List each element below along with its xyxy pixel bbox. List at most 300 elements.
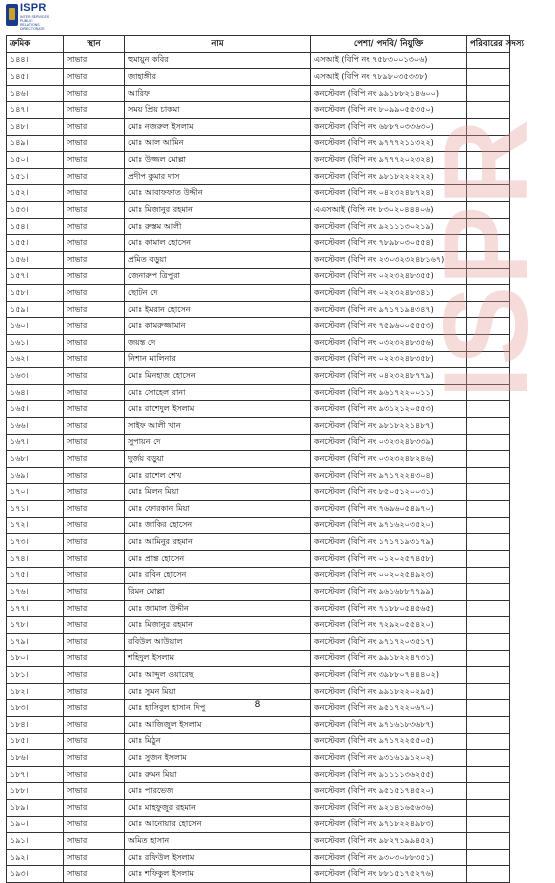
cell-name: জয়ন্ত দে bbox=[125, 334, 311, 351]
cell-place: সাভার bbox=[64, 716, 125, 733]
cell-serial: ১৬৭। bbox=[7, 434, 64, 451]
cell-serial: ১৯২। bbox=[7, 849, 64, 866]
cell-rank: কনস্টেবল (বিপি নং ৭৬৯৬০৫৪৯৭০) bbox=[311, 501, 467, 518]
cell-family bbox=[467, 418, 510, 435]
cell-rank: কনস্টেবল (বিপি নং ০২২৩২৪৮৩৫৫) bbox=[311, 268, 467, 285]
table-row bbox=[7, 783, 510, 800]
table-row bbox=[7, 584, 510, 601]
cell-place: সাভার bbox=[64, 351, 125, 368]
table-row bbox=[7, 866, 510, 883]
cell-place: সাভার bbox=[64, 135, 125, 152]
cell-place: সাভার bbox=[64, 700, 125, 717]
cell-rank: কনস্টেবল (বিপি নং ৯৯১৮২২৪৭৩১) bbox=[311, 650, 467, 667]
cell-rank: কনস্টেবল (বিপি নং ০০২০২৫৪৯২৩) bbox=[311, 567, 467, 584]
cell-place: সাভার bbox=[64, 235, 125, 252]
cell-name: আরিফ bbox=[125, 85, 311, 102]
cell-place: সাভার bbox=[64, 301, 125, 318]
table-row bbox=[7, 251, 510, 268]
cell-name: মোঃ মিনহাজ হোসেন bbox=[125, 368, 311, 385]
cell-rank: কনস্টেবল (বিপি নং ০২২৩২৪৮৩৪১) bbox=[311, 285, 467, 302]
table-row bbox=[7, 202, 510, 219]
cell-place: সাভার bbox=[64, 816, 125, 833]
cell-rank: কনস্টেবল (বিপি নং ৮০৯৯০৫৫৩৫০) bbox=[311, 102, 467, 119]
table-row bbox=[7, 268, 510, 285]
cell-family bbox=[467, 733, 510, 750]
cell-family bbox=[467, 235, 510, 252]
cell-serial: ১৭২। bbox=[7, 517, 64, 534]
cell-family bbox=[467, 584, 510, 601]
cell-family bbox=[467, 202, 510, 219]
cell-serial: ১৫১। bbox=[7, 168, 64, 185]
cell-serial: ১৪৮। bbox=[7, 119, 64, 136]
cell-name: মোঃ আল আমিন bbox=[125, 135, 311, 152]
cell-rank: কনস্টেবল (বিপি নং ৯৬১৬৮৮৭৭৯৯) bbox=[311, 584, 467, 601]
table-row bbox=[7, 418, 510, 435]
cell-place: সাভার bbox=[64, 202, 125, 219]
cell-name: মোঃ শফিকুল ইসলাম bbox=[125, 866, 311, 883]
cell-place: সাভার bbox=[64, 168, 125, 185]
cell-rank: কনস্টেবল (বিপি নং ৯৭১৮২২৪৯৮৩) bbox=[311, 816, 467, 833]
cell-rank: কনস্টেবল (বিপি নং ৭১৮৮০৫৪৫৬৫) bbox=[311, 600, 467, 617]
cell-serial: ১৪৬। bbox=[7, 85, 64, 102]
cell-rank: এসআই (বিপি নং ৭৫৮৩০০১৩০৬) bbox=[311, 52, 467, 69]
cell-serial: ১৫৭। bbox=[7, 268, 64, 285]
cell-rank: কনস্টেবল (বিপি নং ১৭১৭১৯৩১৭৯) bbox=[311, 534, 467, 551]
cell-family bbox=[467, 318, 510, 335]
cell-place: সাভার bbox=[64, 152, 125, 169]
cell-name: মোঃ আবাফফাত উদ্দীন bbox=[125, 185, 311, 202]
cell-name: দুর্জয় বড়ুয়া bbox=[125, 451, 311, 468]
cell-family bbox=[467, 434, 510, 451]
cell-family bbox=[467, 135, 510, 152]
table-row bbox=[7, 285, 510, 302]
table-row bbox=[7, 849, 510, 866]
table-row bbox=[7, 517, 510, 534]
cell-family bbox=[467, 102, 510, 119]
cell-place: সাভার bbox=[64, 285, 125, 302]
table-row bbox=[7, 534, 510, 551]
table-row bbox=[7, 750, 510, 767]
cell-rank: কনস্টেবল (বিপি নং ৯৯১৮২২০২৯৫) bbox=[311, 683, 467, 700]
cell-family bbox=[467, 667, 510, 684]
cell-serial: ১৫৬। bbox=[7, 251, 64, 268]
cell-place: সাভার bbox=[64, 667, 125, 684]
cell-family bbox=[467, 633, 510, 650]
table-row bbox=[7, 733, 510, 750]
cell-place: সাভার bbox=[64, 318, 125, 335]
cell-rank: কনস্টেবল (বিপি নং ৯৩০৩০৮৮৩৫১) bbox=[311, 849, 467, 866]
cell-serial: ১৬৫। bbox=[7, 401, 64, 418]
cell-serial: ১৭৮। bbox=[7, 617, 64, 634]
cell-place: সাভার bbox=[64, 418, 125, 435]
cell-name: মোঃ আজিজুল ইসলাম bbox=[125, 716, 311, 733]
cell-rank: কনস্টেবল (বিপি নং ৮৮১৫১৭৫২৭৬) bbox=[311, 866, 467, 883]
cell-place: সাভার bbox=[64, 334, 125, 351]
cell-name: জেনারুপ ত্রিপুরা bbox=[125, 268, 311, 285]
cell-place: সাভার bbox=[64, 484, 125, 501]
table-row bbox=[7, 434, 510, 451]
cell-rank: কনস্টেবল (বিপি নং ০২২৩২৪৮৩৫৮) bbox=[311, 351, 467, 368]
table-row bbox=[7, 119, 510, 136]
cell-name: নিশান মালিনার bbox=[125, 351, 311, 368]
cell-family bbox=[467, 484, 510, 501]
cell-rank: কনস্টেবল (বিপি নং ৯৮২৭১৯৯৪৫২) bbox=[311, 833, 467, 850]
cell-place: সাভার bbox=[64, 750, 125, 767]
table-row bbox=[7, 617, 510, 634]
cell-place: সাভার bbox=[64, 650, 125, 667]
roster-table bbox=[6, 35, 524, 883]
cell-name: মোঃ নজরুল ইসলাম bbox=[125, 119, 311, 136]
cell-rank: কনস্টেবল (বিপি নং ৭৮৯৮০৩০৫৫৪) bbox=[311, 235, 467, 252]
cell-serial: ১৬৪। bbox=[7, 384, 64, 401]
cell-place: সাভার bbox=[64, 52, 125, 69]
cell-rank: কনস্টেবল (বিপি নং ৯২১৪১৬৫৬৩৬) bbox=[311, 800, 467, 817]
cell-family bbox=[467, 168, 510, 185]
cell-rank: কনস্টেবল (বিপি নং ৯৮১৮২২২২২২) bbox=[311, 168, 467, 185]
cell-rank: কনস্টেবল (বিপি নং ৯৩১২১২০৫৫৩) bbox=[311, 401, 467, 418]
table-row bbox=[7, 185, 510, 202]
cell-place: সাভার bbox=[64, 567, 125, 584]
table-row bbox=[7, 318, 510, 335]
table-row bbox=[7, 833, 510, 850]
table-row bbox=[7, 85, 510, 102]
cell-name: প্রদীপ কুমার দাস bbox=[125, 168, 311, 185]
header-family: পরিবারের সদস্য bbox=[467, 36, 510, 53]
cell-family bbox=[467, 550, 510, 567]
cell-serial: ১৮৭। bbox=[7, 766, 64, 783]
header-serial: ক্রমিক bbox=[7, 36, 64, 53]
cell-place: সাভার bbox=[64, 534, 125, 551]
cell-serial: ১৮৩। bbox=[7, 700, 64, 717]
cell-family bbox=[467, 716, 510, 733]
cell-name: রবিউল আউয়াল bbox=[125, 633, 311, 650]
cell-place: সাভার bbox=[64, 501, 125, 518]
table-row bbox=[7, 600, 510, 617]
cell-rank: কনস্টেবল (বিপি নং ৯৭৭৭২১১৩২২) bbox=[311, 135, 467, 152]
cell-serial: ১৯০। bbox=[7, 816, 64, 833]
cell-serial: ১৭১। bbox=[7, 501, 64, 518]
cell-place: সাভার bbox=[64, 268, 125, 285]
cell-place: সাভার bbox=[64, 102, 125, 119]
ispr-logo bbox=[6, 2, 52, 32]
cell-name: মোঃ রুমন মিয়া bbox=[125, 766, 311, 783]
cell-rank: কনস্টেবল (বিপি নং ৯৭১৭২০৩৫১৭) bbox=[311, 633, 467, 650]
cell-rank: কনস্টেবল (বিপি নং ০৩২৩২৪৮২৪৬) bbox=[311, 451, 467, 468]
cell-rank: কনস্টেবল (বিপি নং ৯২১১১৩০২১৯) bbox=[311, 218, 467, 235]
cell-name: মোঃ ফোরকান মিয়া bbox=[125, 501, 311, 518]
cell-family bbox=[467, 52, 510, 69]
cell-serial: ১৬১। bbox=[7, 334, 64, 351]
cell-place: সাভার bbox=[64, 833, 125, 850]
logo-subtitle: INTER SERVICES PUBLIC RELATIONS DIRECTORATE bbox=[20, 15, 50, 31]
cell-rank: কনস্টেবল (বিপি নং ৯৮১৮২২১৪৮৭) bbox=[311, 418, 467, 435]
cell-serial: ১৫৫। bbox=[7, 235, 64, 252]
cell-name: হুমায়ুন কবির bbox=[125, 52, 311, 69]
cell-place: সাভার bbox=[64, 600, 125, 617]
cell-family bbox=[467, 833, 510, 850]
table-row bbox=[7, 218, 510, 235]
cell-serial: ১৮৪। bbox=[7, 716, 64, 733]
cell-family bbox=[467, 301, 510, 318]
table-row bbox=[7, 716, 510, 733]
cell-name: মোঃ রুস্তম আলী bbox=[125, 218, 311, 235]
cell-rank: কনস্টেবল (বিপি নং ৩৯৮৮০৭৪৪৪০২) bbox=[311, 667, 467, 684]
table-row bbox=[7, 816, 510, 833]
cell-serial: ১৬৩। bbox=[7, 368, 64, 385]
cell-serial: ১৬৯। bbox=[7, 467, 64, 484]
table-row bbox=[7, 683, 510, 700]
cell-rank: এসআই (বিপি নং ৭৮৯৮০৩৫৩৩৮) bbox=[311, 69, 467, 86]
table-row bbox=[7, 135, 510, 152]
cell-serial: ১৪৯। bbox=[7, 135, 64, 152]
page-number: 8 bbox=[254, 700, 261, 710]
cell-rank: এএসআই (বিপি নং ৮৩০২০৪৪৪০৬) bbox=[311, 202, 467, 219]
cell-name: মোঃ কামরুজ্জামান bbox=[125, 318, 311, 335]
cell-name: অমিত হাসান bbox=[125, 833, 311, 850]
cell-serial: ১৭৭। bbox=[7, 600, 64, 617]
table-row bbox=[7, 567, 510, 584]
cell-place: সাভার bbox=[64, 467, 125, 484]
cell-serial: ১৫৪। bbox=[7, 218, 64, 235]
cell-family bbox=[467, 268, 510, 285]
cell-name: মোঃ মিজানুর রহমান bbox=[125, 202, 311, 219]
cell-place: সাভার bbox=[64, 866, 125, 883]
cell-family bbox=[467, 683, 510, 700]
cell-name: মোঃ কামাল হোসেন bbox=[125, 235, 311, 252]
cell-place: সাভার bbox=[64, 218, 125, 235]
cell-family bbox=[467, 384, 510, 401]
table-row bbox=[7, 351, 510, 368]
table-row bbox=[7, 401, 510, 418]
cell-rank: কনস্টেবল (বিপি নং ০৪২৩২৪৮৭২৪) bbox=[311, 185, 467, 202]
cell-serial: ১৭৪। bbox=[7, 550, 64, 567]
cell-place: সাভার bbox=[64, 368, 125, 385]
cell-serial: ১৫৩। bbox=[7, 202, 64, 219]
cell-family bbox=[467, 351, 510, 368]
cell-serial: ১৭৩। bbox=[7, 534, 64, 551]
cell-place: সাভার bbox=[64, 517, 125, 534]
cell-name: মোঃ সুমন মিয়া bbox=[125, 683, 311, 700]
cell-family bbox=[467, 750, 510, 767]
cell-serial: ১৮২। bbox=[7, 683, 64, 700]
table-row bbox=[7, 384, 510, 401]
cell-serial: ১৭০। bbox=[7, 484, 64, 501]
cell-rank: কনস্টেবল (বিপি নং ০৩২৩২৪৮৩৫৬) bbox=[311, 334, 467, 351]
cell-name: রিমন মোল্লা bbox=[125, 584, 311, 601]
cell-serial: ১৭৬। bbox=[7, 584, 64, 601]
cell-rank: কনস্টেবল (বিপি নং ৯৭৭৭২০২৩২৪) bbox=[311, 152, 467, 169]
cell-name: ছোটন দে bbox=[125, 285, 311, 302]
cell-place: সাভার bbox=[64, 617, 125, 634]
cell-serial: ১৮৬। bbox=[7, 750, 64, 767]
cell-name: মোঃ সুজন ইসলাম bbox=[125, 750, 311, 767]
cell-serial: ১৪৪। bbox=[7, 52, 64, 69]
cell-family bbox=[467, 617, 510, 634]
cell-family bbox=[467, 119, 510, 136]
table-row bbox=[7, 766, 510, 783]
table-row bbox=[7, 168, 510, 185]
table-row bbox=[7, 301, 510, 318]
table-row bbox=[7, 334, 510, 351]
header-rank: পেশা/ পদবি/ নিযুক্তি bbox=[311, 36, 467, 53]
cell-family bbox=[467, 152, 510, 169]
cell-rank: কনস্টেবল (বিপি নং ৯৬১৭২২০০১১) bbox=[311, 384, 467, 401]
cell-rank: কনস্টেবল (বিপি নং ৯৭১৬২০৩৫২০) bbox=[311, 517, 467, 534]
table-row bbox=[7, 484, 510, 501]
cell-serial: ১৫০। bbox=[7, 152, 64, 169]
cell-place: সাভার bbox=[64, 185, 125, 202]
header-name: নাম bbox=[125, 36, 311, 53]
cell-name: মোঃ জামাল উদ্দীন bbox=[125, 600, 311, 617]
cell-rank: কনস্টেবল (বিপি নং ৯৯১৮৮২১৪৬০০) bbox=[311, 85, 467, 102]
cell-rank: কনস্টেবল (বিপি নং ৮৫০৫১২০০৩১) bbox=[311, 484, 467, 501]
cell-family bbox=[467, 816, 510, 833]
cell-name: মোঃ মিঠুন bbox=[125, 733, 311, 750]
cell-place: সাভার bbox=[64, 550, 125, 567]
table-row bbox=[7, 52, 510, 69]
logo-title: ISPR bbox=[20, 2, 47, 14]
table-row bbox=[7, 235, 510, 252]
cell-name: মোঃ পারভেজ bbox=[125, 783, 311, 800]
cell-place: সাভার bbox=[64, 401, 125, 418]
cell-place: সাভার bbox=[64, 849, 125, 866]
cell-place: সাভার bbox=[64, 584, 125, 601]
cell-rank: কনস্টেবল (বিপি নং ০১২০২৫৭৪৫৮) bbox=[311, 550, 467, 567]
cell-family bbox=[467, 368, 510, 385]
cell-family bbox=[467, 69, 510, 86]
cell-serial: ১৬৮। bbox=[7, 451, 64, 468]
cell-rank: কনস্টেবল (বিপি নং ৯৫১৫১৭৪৫২০) bbox=[311, 783, 467, 800]
cell-rank: কনস্টেবল (বিপি নং ৯৭১৬১৮৩৬৮৭) bbox=[311, 716, 467, 733]
cell-name: মোঃ সোহেল রানা bbox=[125, 384, 311, 401]
cell-family bbox=[467, 534, 510, 551]
cell-serial: ১৮১। bbox=[7, 667, 64, 684]
cell-name: মোঃ মাহফুজুর রহমান bbox=[125, 800, 311, 817]
cell-name: মোঃ রফিউল ইসলাম bbox=[125, 849, 311, 866]
cell-family bbox=[467, 251, 510, 268]
cell-rank: কনস্টেবল (বিপি নং ৯৫১৭২২০৬৭০) bbox=[311, 700, 467, 717]
cell-name: মোঃ মিজানুর রহমান bbox=[125, 617, 311, 634]
cell-name: মোঃ মিলন মিয়া bbox=[125, 484, 311, 501]
table-row bbox=[7, 800, 510, 817]
table-row bbox=[7, 550, 510, 567]
cell-place: সাভার bbox=[64, 451, 125, 468]
cell-name: সুপায়ন দে bbox=[125, 434, 311, 451]
cell-family bbox=[467, 185, 510, 202]
cell-name: মোঃ রাশেদুল ইসলাম bbox=[125, 401, 311, 418]
table-row bbox=[7, 633, 510, 650]
cell-family bbox=[467, 501, 510, 518]
cell-serial: ১৯১। bbox=[7, 833, 64, 850]
cell-name: মোঃ রবিন হোসেন bbox=[125, 567, 311, 584]
cell-place: সাভার bbox=[64, 251, 125, 268]
cell-serial: ১৫২। bbox=[7, 185, 64, 202]
table-row bbox=[7, 69, 510, 86]
cell-family bbox=[467, 567, 510, 584]
cell-serial: ১৪৫। bbox=[7, 69, 64, 86]
cell-name: সময় প্রিয় চাকমা bbox=[125, 102, 311, 119]
cell-rank: কনস্টেবল (বিপি নং ০৪২৩২৪৮৭৭৯) bbox=[311, 368, 467, 385]
cell-family bbox=[467, 650, 510, 667]
table-row bbox=[7, 501, 510, 518]
cell-name: সাইফ আলী খান bbox=[125, 418, 311, 435]
cell-rank: কনস্টেবল (বিপি নং ৯১১১১৩৬২৫৫) bbox=[311, 766, 467, 783]
table-row bbox=[7, 650, 510, 667]
cell-place: সাভার bbox=[64, 733, 125, 750]
cell-family bbox=[467, 517, 510, 534]
cell-name: মোঃ উজ্জল মোল্লা bbox=[125, 152, 311, 169]
cell-serial: ১৭৫। bbox=[7, 567, 64, 584]
cell-name: মোঃ আমিনুর রহমান bbox=[125, 534, 311, 551]
cell-family bbox=[467, 334, 510, 351]
cell-place: সাভার bbox=[64, 434, 125, 451]
cell-place: সাভার bbox=[64, 800, 125, 817]
watermark-text: ISPR bbox=[419, 118, 554, 400]
cell-family bbox=[467, 600, 510, 617]
cell-serial: ১৮৮। bbox=[7, 783, 64, 800]
cell-place: সাভার bbox=[64, 783, 125, 800]
cell-rank: কনস্টেবল (বিপি নং ০৩২৩২৪৮৩৩৯) bbox=[311, 434, 467, 451]
cell-rank: কনস্টেবল (বিপি নং ৯৭১৭২২৫৫০৫) bbox=[311, 733, 467, 750]
cell-rank: কনস্টেবল (বিপি নং ২৩০৩২৩২৪৮১৬৭) bbox=[311, 251, 467, 268]
cell-name: মোঃ হাসিবুল হাসান দিপু bbox=[125, 700, 311, 717]
cell-place: সাভার bbox=[64, 69, 125, 86]
cell-place: সাভার bbox=[64, 384, 125, 401]
table-row bbox=[7, 368, 510, 385]
cell-rank: কনস্টেবল (বিপি নং ৬৮৮৭০৩৩৬৩০) bbox=[311, 119, 467, 136]
cell-place: সাভার bbox=[64, 119, 125, 136]
table-header-row bbox=[7, 36, 510, 53]
table-row bbox=[7, 152, 510, 169]
cell-rank: কনস্টেবল (বিপি নং ৭২৯২০৫৫৪২০) bbox=[311, 617, 467, 634]
cell-family bbox=[467, 849, 510, 866]
cell-serial: ১৮৫। bbox=[7, 733, 64, 750]
cell-serial: ১৮৯। bbox=[7, 800, 64, 817]
ispr-emblem-icon bbox=[6, 4, 18, 26]
cell-serial: ১৫৮। bbox=[7, 285, 64, 302]
cell-serial: ১৯৩। bbox=[7, 866, 64, 883]
cell-rank: কনস্টেবল (বিপি নং ৯৭১৭১৯৪৩৪৭) bbox=[311, 301, 467, 318]
cell-serial: ১৬৬। bbox=[7, 418, 64, 435]
cell-family bbox=[467, 85, 510, 102]
cell-serial: ১৪৭। bbox=[7, 102, 64, 119]
cell-serial: ১৭৯। bbox=[7, 633, 64, 650]
cell-serial: ১৫৯। bbox=[7, 301, 64, 318]
table-row bbox=[7, 467, 510, 484]
cell-serial: ১৬০। bbox=[7, 318, 64, 335]
cell-family bbox=[467, 218, 510, 235]
cell-family bbox=[467, 467, 510, 484]
cell-place: সাভার bbox=[64, 633, 125, 650]
table-row bbox=[7, 102, 510, 119]
cell-family bbox=[467, 401, 510, 418]
table-row bbox=[7, 451, 510, 468]
cell-name: মোঃ ইমরান হোসেন bbox=[125, 301, 311, 318]
cell-serial: ১৮০। bbox=[7, 650, 64, 667]
cell-name: মোঃ আব্দুল ওয়ারেছ bbox=[125, 667, 311, 684]
cell-name: শহিদুল ইসলাম bbox=[125, 650, 311, 667]
cell-rank: কনস্টেবল (বিপি নং ৯৭১৭২২৪৩০৪) bbox=[311, 467, 467, 484]
cell-name: মোঃ আনোয়ার হোসেন bbox=[125, 816, 311, 833]
cell-place: সাভার bbox=[64, 683, 125, 700]
roster-body bbox=[7, 52, 510, 882]
cell-family bbox=[467, 451, 510, 468]
cell-family bbox=[467, 285, 510, 302]
table-row bbox=[7, 667, 510, 684]
cell-name: জাহাঙ্গীর bbox=[125, 69, 311, 86]
header-place: স্থান bbox=[64, 36, 125, 53]
cell-name: প্রমিত বড়ুয়া bbox=[125, 251, 311, 268]
